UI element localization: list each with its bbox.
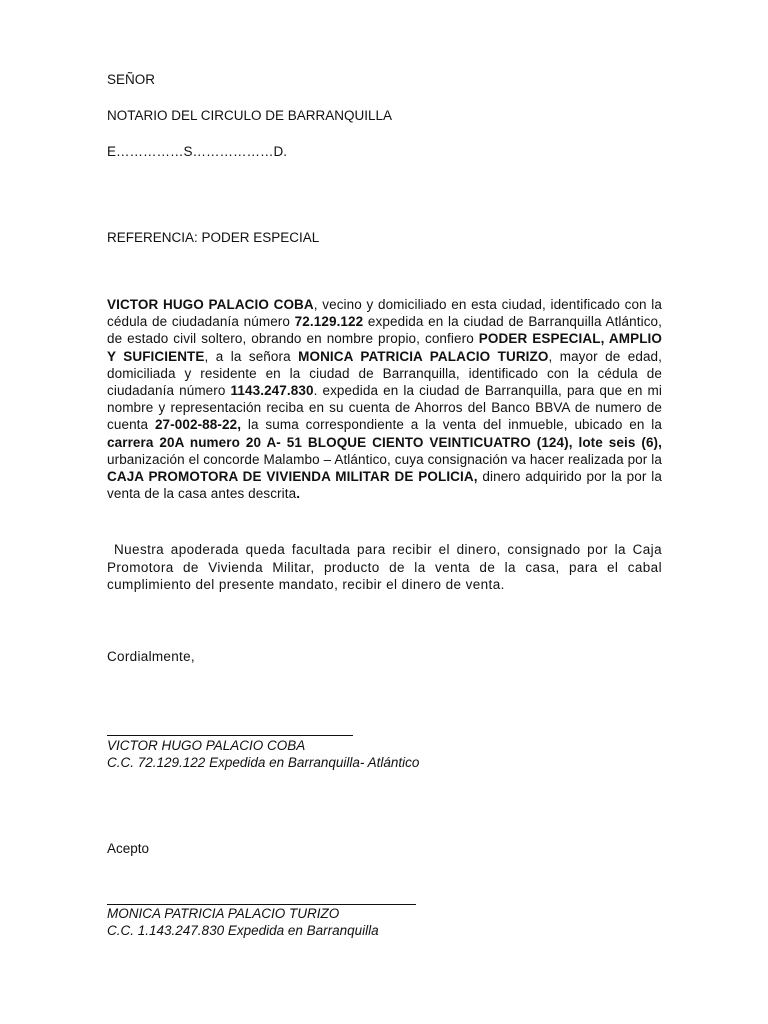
body-paragraph-1 [107, 296, 662, 502]
body-text: urbanización el concorde Malambo – Atlántico, cuya consignación va hacer realizada por la [107, 451, 662, 467]
grantor-name: VICTOR HUGO PALACIO COBA [107, 297, 314, 312]
signer1-id: C.C. 72.129.122 Expedida en Barranquilla- Atlántico [107, 755, 420, 770]
account-number: 27-002-88-22, [154, 417, 242, 433]
signer2-name: MONICA PATRICIA PALACIO TURIZO [107, 906, 340, 921]
addressee: NOTARIO DEL CIRCULO DE BARRANQUILLA [107, 108, 393, 123]
body-text: , vecino y domiciliado en esta ciudad, identificado con la cédula de ciudadanía número [107, 297, 663, 330]
body-text: expedida en la ciudad de Barranquilla Atlántico, de estado civil soltero, obrando en nombre propio, confiero [107, 314, 662, 347]
body-text: , a la señora [204, 348, 299, 364]
power-type: PODER ESPECIAL, AMPLIO Y SUFICIENTE [107, 331, 662, 364]
signature-line-1 [107, 735, 353, 736]
body-text: . expedida en la ciudad de Barranquilla, para que en mi nombre y representación reciba en su cuenta de Ahorros del Banco BBVA de numero de cuenta [107, 383, 662, 433]
closing: Cordialmente, [107, 649, 195, 664]
institution-name: CAJA PROMOTORA DE VIVIENDA MILITAR DE POLICIA, [107, 469, 478, 485]
agent-id: 1143.247.830 [230, 383, 314, 399]
salutation: SEÑOR [107, 72, 156, 87]
city-line: E……………S………………D. [107, 144, 288, 159]
body-paragraph-2: Nuestra apoderada queda facultada para recibir el dinero, consignado por la Caja Promotora de Vivienda Militar, producto de la venta de la casa, para el cabal cumplimiento del presente mandato, recibir el dinero de venta. [107, 542, 662, 592]
reference-line: REFERENCIA: PODER ESPECIAL [107, 230, 320, 245]
body-text: , mayor de edad, domiciliada y residente en la ciudad de Barranquilla, identificado con la cédula de ciudadanía número [107, 348, 663, 399]
body-text: la suma correspondiente a la venta del inmueble, ubicado en la [241, 417, 662, 433]
grantor-id: 72.129.122 [294, 314, 364, 330]
signature-line-2 [107, 904, 416, 905]
agent-name: MONICA PATRICIA PALACIO TURIZO [298, 348, 549, 364]
signer1-name: VICTOR HUGO PALACIO COBA [107, 738, 306, 753]
accept-label: Acepto [107, 841, 150, 856]
body-text-period: . [296, 486, 301, 502]
signer2-id: C.C. 1.143.247.830 Expedida en Barranquilla [107, 923, 379, 938]
property-address: carrera 20A numero 20 A- 51 BLOQUE CIENTO VEINTICUATRO (124), lote seis (6), [107, 434, 662, 450]
body-text: dinero adquirido por la por la venta de la casa antes descrita [107, 469, 662, 502]
